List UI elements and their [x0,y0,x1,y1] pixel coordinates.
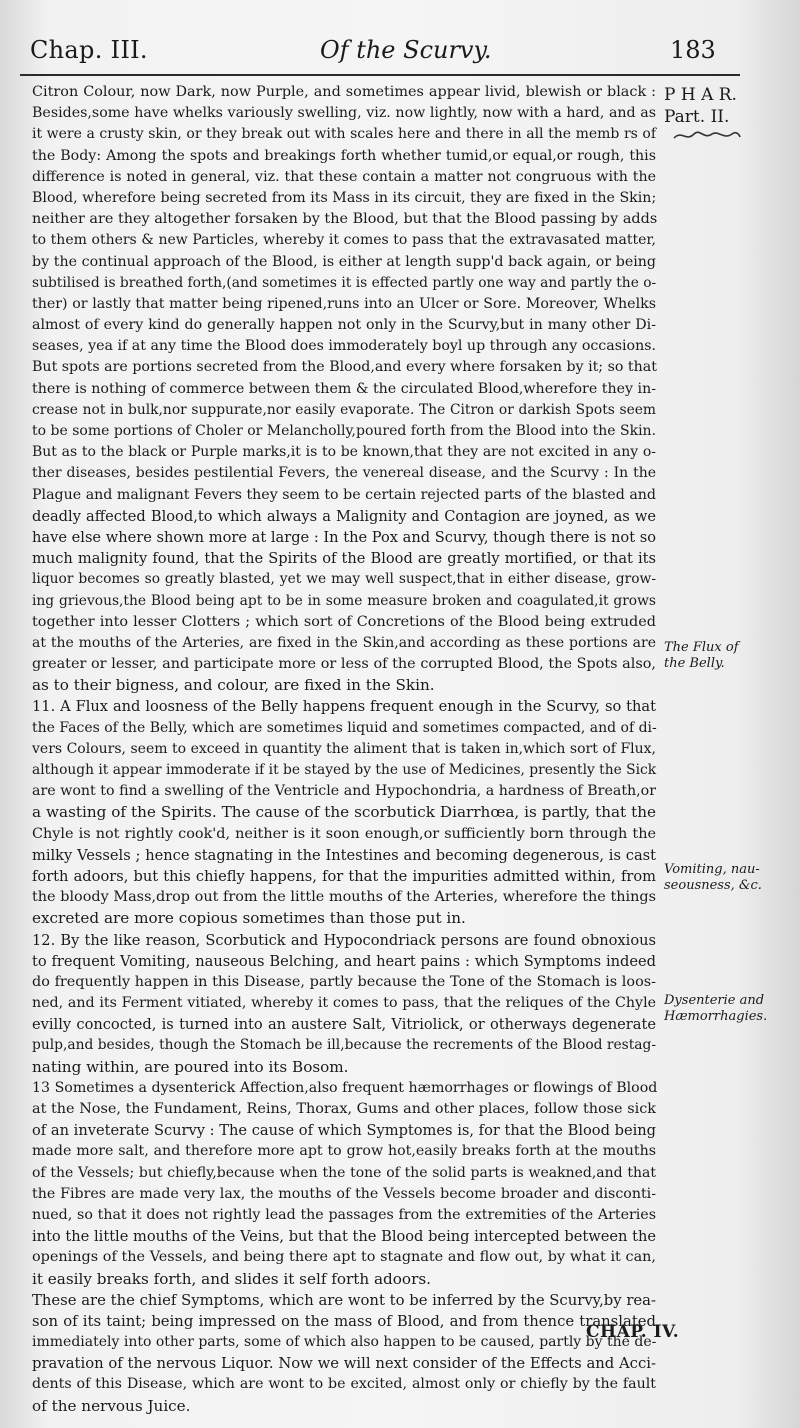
text-line: These are the chief Symptoms, which are wont to be inferred by the Scurvy,by rea- [32,1291,656,1309]
text-line: ther diseases, besides pestilential Fevers, the venereal disease, and the Scurvy : In the [32,465,656,482]
margin-note-vomiting: Vomiting, nau- seousness, &c. [664,862,762,893]
text-line: 13 Sometimes a dysenterick Affection,also frequent hæmorrhages or flowings of Blood [32,1079,658,1096]
text-line: nued, so that it does not rightly lead the passages from the extremities of the Arteries [32,1206,656,1223]
text-line: pravation of the nervous Liquor. Now we will next consider of the Effects and Acci- [32,1355,656,1373]
text-line: the Faces of the Belly, which are sometimes liquid and sometimes compacted, and of di- [32,719,657,736]
margin-note-flux: The Flux of the Belly. [664,640,739,671]
text-line: ther) or lastly that matter being ripened,runs into an Ulcer or Sore. Moreover, Whelks [32,295,656,312]
text-line: have else where shown more at large : In the Pox and Scurvy, though there is not so [32,528,656,546]
text-line: as to their bigness, and colour, are fixed in the Skin. [32,676,435,695]
text-line: dents of this Disease, which are wont to be excited, almost only or chiefly by the fault [32,1376,656,1393]
text-line: milky Vessels ; hence stagnating in the Intestines and becoming degenerous, is cast [32,846,656,864]
text-line: Chyle is not rightly cook'd, neither is it soon enough,or sufficiently born through the [32,825,656,842]
text-line: of the nervous Juice. [32,1396,191,1415]
side-header [664,84,737,128]
text-line: at the Nose, the Fundament, Reins, Thorax, Gums and other places, follow those sick [32,1101,656,1117]
text-line: the Body: Among the spots and breakings forth whether tumid,or equal,or rough, this [32,147,656,164]
text-line: nating within, are poured into its Bosom. [32,1057,349,1076]
page-number: 183 [670,36,716,64]
text-line: a wasting of the Spirits. The cause of the scorbutick Diarrhœa, is partly, that the [32,803,656,822]
text-line: vers Colours, seem to exceed in quantity the aliment that is taken in,which sort of Flux, [32,740,656,757]
text-line: seases, yea if at any time the Blood does immoderately boyl up through any occasions. [32,338,656,355]
text-line: greater or lesser, and participate more or less of the corrupted Blood, the Spots also, [32,656,656,673]
text-line: But spots are portions secreted from the Blood,and every where forsaken by it; so that [32,359,657,376]
text-line: neither are they altogether forsaken by the Blood, but that the Blood passing by adds [32,211,658,228]
text-line: to them others & new Particles, whereby it comes to pass that the extravasated matter, [32,232,656,249]
text-line: Besides,some have whelks variously swelling, viz. now lightly, now with a hard, and as [32,105,656,122]
text-line: openings of the Vessels, and being there apt to stagnate and flow out, by what it can, [32,1249,656,1266]
text-line: liquor becomes so greatly blasted, yet we may well suspect,that in either disease, grow- [32,571,656,588]
text-line: do frequently happen in this Disease, partly because the Tone of the Stomach is loos- [32,973,656,990]
text-line: Plague and malignant Fevers they seem to be certain rejected parts of the blasted and [32,486,656,503]
text-line: Citron Colour, now Dark, now Purple, and sometimes appear livid, blewish or black : [32,84,656,100]
text-line: ned, and its Ferment vitiated, whereby it comes to pass, that the reliques of the Chyle [32,995,656,1012]
text-line: into the little mouths of the Veins, but that the Blood being intercepted between the [32,1228,656,1246]
running-header [20,36,790,76]
text-line: Blood, wherefore being secreted from its Mass in its circuit, they are fixed in the Skin; [32,189,657,206]
header-rule [20,74,740,76]
running-title: Of the Scurvy. [320,36,492,64]
flourish-ornament [672,128,742,142]
text-line: son of its taint; being impressed on the mass of Blood, and from thence translated [32,1312,656,1330]
text-line: crease not in bulk,nor suppurate,nor easily evaporate. The Citron or darkish Spots seem [32,401,656,418]
text-line: it were a crusty skin, or they break out with scales here and there in all the memb rs of [32,126,656,143]
text-line: the Fibres are made very lax, the mouths of the Vessels become broader and disconti- [32,1185,656,1202]
text-line: evilly concocted, is turned into an austere Salt, Vitriolick, or otherways degenerate [32,1016,656,1034]
main-text [32,82,656,1417]
text-line: immediately into other parts, some of which also happen to be caused, partly by the de- [32,1334,657,1351]
text-line: 11. A Flux and loosness of the Belly happens frequent enough in the Scurvy, so that [32,698,656,716]
text-line: to be some portions of Choler or Melancholly,poured forth from the Blood into the Skin. [32,423,657,439]
chapter-label: Chap. III. [30,36,148,64]
text-line: But as to the black or Purple marks,it is to be known,that they are not excited in any o- [32,444,656,461]
text-line: by the continual approach of the Blood, is either at length supp'd back again, or being [32,253,656,270]
margin-note-dysenterie: Dysenterie and Hæmorrhagies. [664,993,768,1024]
text-line: of an inveterate Scurvy : The cause of which Symptomes is, for that the Blood being [32,1122,656,1140]
text-line: there is nothing of commerce between them & the circulated Blood,wherefore they in- [32,380,656,397]
text-line: although it appear immoderate if it be stayed by the use of Medicines, presently the Sick [32,762,657,778]
text-line: the bloody Mass,drop out from the little mouths of the Arteries, wherefore the things [32,889,656,906]
text-line: much malignity found, that the Spirits of the Blood are greatly mortified, or that its [32,550,656,568]
text-line: difference is noted in general, viz. that these contain a matter not congruous with the [32,168,656,185]
text-line: it easily breaks forth, and slides it self forth adoors. [32,1269,431,1288]
text-line: deadly affected Blood,to which always a Malignity and Contagion are joyned, as we [32,507,656,525]
text-line: to frequent Vomiting, nauseous Belching, and heart pains : which Symptoms indeed [32,952,656,970]
text-line: are wont to find a swelling of the Ventricle and Hypochondria, a hardness of Breath,or [32,783,656,800]
text-line: ing grievous,the Blood being apt to be in some measure broken and coagulated,it grows [32,592,656,609]
text-line: 12. By the like reason, Scorbutick and Hypocondriack persons are found obnoxious [32,931,656,949]
catchword: CHAP. IV. [586,1322,680,1342]
text-line: together into lesser Clotters ; which sort of Concretions of the Blood being extruded [32,613,656,630]
text-line: made more salt, and therefore more apt to grow hot,easily breaks forth at the mouths [32,1143,656,1160]
text-line: excreted are more copious sometimes than those put in. [32,909,466,928]
text-line: of the Vessels; but chiefly,because when the tone of the solid parts is weakned,and that [32,1164,656,1181]
text-line: subtilised is breathed forth,(and sometimes it is effected partly one way and partly the o- [32,274,657,291]
text-line: at the mouths of the Arteries, are fixed in the Skin,and according as these portions are [32,634,656,651]
text-line: almost of every kind do generally happen not only in the Scurvy,but in many other Di- [32,317,656,334]
side-header-pharm: P H A R. [664,85,737,105]
side-header-part: Part. II. [664,107,730,127]
text-line: forth adoors, but this chiefly happens, for that the impurities admitted within, from [32,867,656,885]
text-line: pulp,and besides, though the Stomach be ill,because the recrements of the Blood restag- [32,1037,656,1054]
